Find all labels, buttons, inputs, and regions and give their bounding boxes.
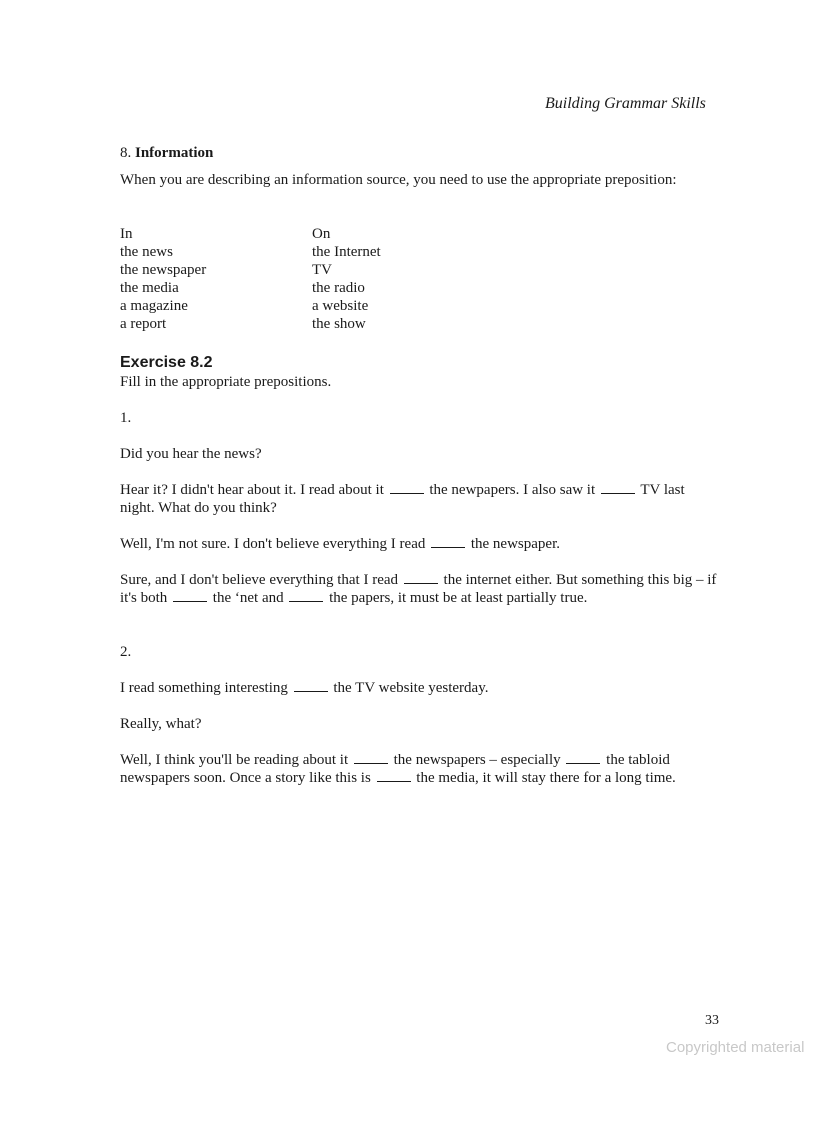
answer-blank[interactable]	[390, 481, 424, 494]
answer-blank[interactable]	[173, 589, 207, 602]
on-preposition-column	[312, 225, 381, 333]
on-column-item: the Internet	[312, 244, 381, 260]
in-column-item: the media	[120, 280, 179, 296]
section-heading	[120, 144, 213, 162]
in-column-header: In	[120, 226, 133, 242]
answer-blank[interactable]	[404, 571, 438, 584]
in-preposition-column	[120, 225, 206, 333]
copyright-watermark: Copyrighted material	[666, 1039, 805, 1056]
text-segment: the newspaper.	[467, 536, 560, 552]
dialog-1-line	[120, 571, 720, 607]
dialog-2-line: Really, what?	[120, 716, 202, 732]
on-column-item: a website	[312, 298, 369, 314]
dialog-1-number: 1.	[120, 410, 132, 426]
exercise-heading: Exercise 8.2	[120, 354, 213, 371]
text-segment: Sure, and I don't believe everything that I read	[120, 572, 402, 588]
text-segment: the media, it will stay there for a long time.	[412, 770, 676, 786]
text-segment: the ‘net and	[209, 590, 288, 606]
in-column-item: the newspaper	[120, 262, 207, 278]
section-intro: When you are describing an information source, you need to use the appropriate preposition:	[120, 172, 677, 188]
answer-blank[interactable]	[294, 679, 328, 692]
answer-blank[interactable]	[601, 481, 635, 494]
dialog-1-line	[120, 481, 720, 517]
exercise-instruction: Fill in the appropriate prepositions.	[120, 374, 332, 390]
on-column-header: On	[312, 226, 331, 242]
answer-blank[interactable]	[566, 751, 600, 764]
dialog-2-number: 2.	[120, 644, 132, 660]
text-segment: the internet either. But something this big – if it's both	[120, 572, 717, 606]
in-column-item: the news	[120, 244, 173, 260]
on-column-item: the radio	[312, 280, 365, 296]
on-column-item: the show	[312, 316, 366, 332]
text-segment: Hear it? I didn't hear about it. I read about it	[120, 482, 388, 498]
section-title: Information	[135, 145, 214, 161]
section-number: 8.	[120, 145, 132, 161]
on-column-item: TV	[312, 262, 332, 278]
text-segment: TV last night. What do you think?	[120, 482, 685, 516]
text-segment: the papers, it must be at least partially true.	[325, 590, 588, 606]
page-number: 33	[705, 1013, 719, 1028]
answer-blank[interactable]	[431, 535, 465, 548]
in-column-item: a report	[120, 316, 167, 332]
answer-blank[interactable]	[354, 751, 388, 764]
text-segment: I read something interesting	[120, 680, 292, 696]
dialog-1-line	[120, 535, 720, 553]
answer-blank[interactable]	[289, 589, 323, 602]
answer-blank[interactable]	[377, 769, 411, 782]
dialog-2-line	[120, 751, 720, 787]
text-segment: the tabloid newspapers soon. Once a story like this is	[120, 752, 670, 786]
in-column-item: a magazine	[120, 298, 188, 314]
text-segment: Well, I'm not sure. I don't believe everything I read	[120, 536, 430, 552]
dialog-2-line	[120, 679, 720, 697]
text-segment: Well, I think you'll be reading about it	[120, 752, 352, 768]
dialog-1-line: Did you hear the news?	[120, 446, 262, 462]
text-segment: the TV website yesterday.	[329, 680, 489, 696]
running-header: Building Grammar Skills	[545, 95, 706, 112]
text-segment: the newpapers. I also saw it	[425, 482, 599, 498]
text-segment: the newspapers – especially	[389, 752, 565, 768]
